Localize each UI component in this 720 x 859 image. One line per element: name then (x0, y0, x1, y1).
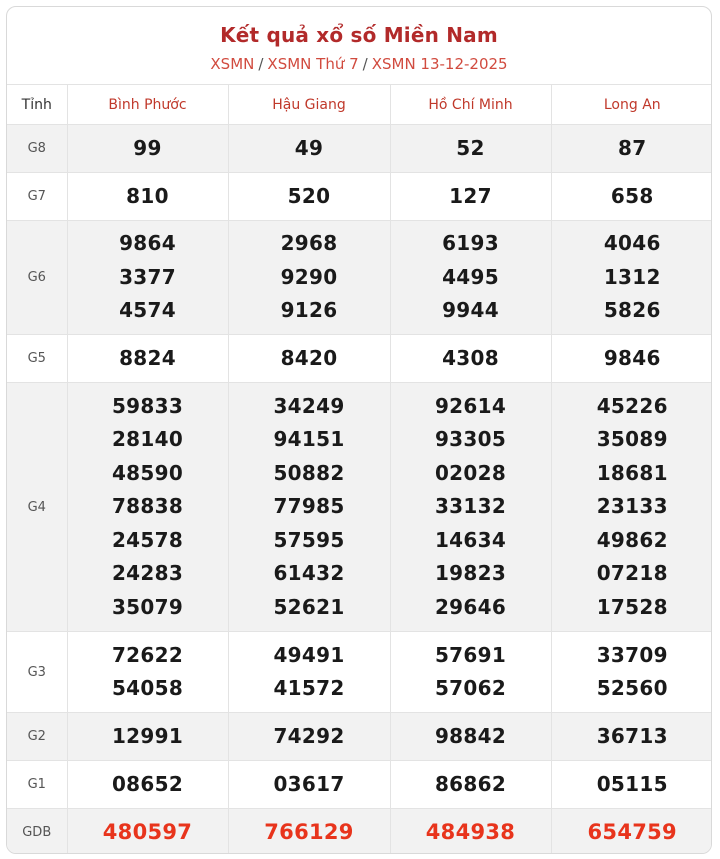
result-number: 03617 (273, 771, 345, 796)
result-number: 29646 (434, 594, 507, 619)
table-row (7, 761, 712, 809)
result-number: 810 (126, 183, 169, 208)
result-number: 12991 (111, 723, 184, 748)
province-header[interactable]: Long An (551, 85, 712, 125)
result-number: 87 (618, 135, 647, 160)
table-row (7, 221, 712, 335)
result-number: 8420 (280, 345, 338, 370)
result-cell (67, 173, 228, 221)
result-cell (551, 173, 712, 221)
result-cell (390, 173, 551, 221)
result-number: 24578 (111, 527, 184, 552)
result-number: 86862 (434, 771, 507, 796)
result-cell (551, 383, 712, 632)
result-cell (390, 809, 551, 855)
result-number: 24283 (111, 561, 184, 586)
results-header (7, 7, 711, 85)
results-table (7, 85, 712, 854)
result-number: 45226 (596, 393, 668, 418)
result-cell (390, 335, 551, 383)
page-title: Kết quả xổ số Miền Nam (220, 23, 498, 47)
special-prize-number: 484938 (425, 819, 516, 844)
results-card (6, 6, 712, 854)
prize-label: GDB (7, 809, 67, 855)
result-cell (551, 632, 712, 713)
province-header[interactable]: Hậu Giang (228, 85, 390, 125)
result-cell (228, 335, 390, 383)
result-number: 28140 (111, 427, 184, 452)
result-cell (228, 125, 390, 173)
result-cell (67, 125, 228, 173)
prize-label: G7 (7, 173, 67, 221)
table-row (7, 335, 712, 383)
result-number: 4495 (442, 264, 499, 289)
result-cell (228, 173, 390, 221)
result-number: 9846 (603, 345, 661, 370)
result-cell (67, 713, 228, 761)
result-number: 02028 (434, 460, 507, 485)
result-number: 49 (294, 135, 324, 160)
result-cell (390, 221, 551, 335)
province-column-label: Tỉnh (7, 85, 67, 125)
result-cell (228, 632, 390, 713)
result-number: 93305 (434, 427, 507, 452)
result-number: 4308 (442, 345, 499, 370)
result-cell (551, 713, 712, 761)
result-number: 6193 (442, 231, 499, 256)
result-number: 4574 (119, 298, 176, 323)
result-number: 57062 (434, 676, 507, 700)
table-row (7, 383, 712, 632)
result-number: 92614 (434, 393, 507, 418)
result-cell (390, 761, 551, 809)
table-row (7, 173, 712, 221)
result-number: 41572 (273, 676, 345, 700)
result-number: 49862 (596, 527, 668, 552)
special-prize-number: 654759 (587, 819, 677, 844)
result-number: 59833 (111, 393, 184, 418)
result-number: 52621 (273, 594, 345, 619)
prize-label: G4 (7, 383, 67, 632)
result-number: 57691 (434, 642, 507, 667)
result-number: 57595 (273, 527, 345, 552)
result-number: 9864 (119, 231, 176, 256)
result-number: 99 (133, 135, 162, 160)
result-cell (67, 809, 228, 855)
table-row (7, 125, 712, 173)
result-number: 52560 (596, 676, 668, 700)
prize-label: G1 (7, 761, 67, 809)
result-number: 14634 (434, 527, 507, 552)
result-number: 74292 (273, 723, 345, 748)
result-cell (390, 632, 551, 713)
result-number: 1312 (603, 264, 661, 289)
prize-label: G6 (7, 221, 67, 335)
result-cell (67, 221, 228, 335)
result-number: 61432 (273, 561, 345, 586)
results-body (7, 125, 712, 855)
result-number: 54058 (111, 676, 184, 700)
prize-label: G3 (7, 632, 67, 713)
prize-label: G2 (7, 713, 67, 761)
result-number: 4046 (603, 231, 661, 256)
province-header[interactable]: Hồ Chí Minh (390, 85, 551, 125)
result-number: 08652 (111, 771, 184, 796)
result-number: 17528 (596, 594, 668, 619)
result-number: 3377 (119, 264, 176, 289)
result-cell (551, 809, 712, 855)
result-cell (228, 809, 390, 855)
result-cell (228, 761, 390, 809)
result-cell (228, 221, 390, 335)
result-number: 34249 (273, 393, 345, 418)
breadcrumb-separator: / (258, 55, 264, 73)
result-cell (551, 761, 712, 809)
breadcrumb-separator: / (362, 55, 368, 73)
result-number: 07218 (596, 561, 668, 586)
result-number: 77985 (273, 494, 345, 519)
result-number: 52 (456, 135, 485, 160)
breadcrumb-link-xsmn-date[interactable]: XSMN 13-12-2025 (371, 55, 508, 73)
result-number: 72622 (111, 642, 184, 667)
result-number: 36713 (596, 723, 668, 748)
result-number: 48590 (111, 460, 184, 485)
result-cell (67, 761, 228, 809)
result-cell (67, 632, 228, 713)
result-number: 49491 (273, 642, 345, 667)
result-number: 33709 (596, 642, 668, 667)
result-number: 94151 (273, 427, 345, 452)
special-prize-number: 480597 (102, 819, 193, 844)
result-number: 9944 (442, 298, 499, 323)
result-number: 23133 (596, 494, 668, 519)
table-header-row (7, 85, 712, 125)
result-number: 9126 (280, 298, 338, 323)
result-number: 33132 (434, 494, 507, 519)
table-row (7, 809, 712, 855)
result-cell (67, 335, 228, 383)
result-cell (67, 383, 228, 632)
result-cell (228, 713, 390, 761)
result-number: 520 (287, 183, 331, 208)
result-cell (228, 383, 390, 632)
result-cell (551, 335, 712, 383)
result-number: 35089 (596, 427, 668, 452)
result-number: 05115 (596, 771, 668, 796)
result-number: 9290 (280, 264, 338, 289)
breadcrumb (7, 55, 711, 73)
result-number: 78838 (111, 494, 184, 519)
result-cell (390, 713, 551, 761)
result-number: 18681 (596, 460, 668, 485)
result-cell (551, 125, 712, 173)
result-cell (390, 125, 551, 173)
result-number: 19823 (434, 561, 507, 586)
result-number: 35079 (111, 594, 184, 619)
result-number: 127 (449, 183, 492, 208)
prize-label: G8 (7, 125, 67, 173)
breadcrumb-link-xsmn[interactable]: XSMN (210, 55, 255, 73)
result-number: 5826 (603, 298, 661, 323)
result-number: 50882 (273, 460, 345, 485)
result-number: 658 (610, 183, 654, 208)
result-number: 98842 (434, 723, 507, 748)
table-row (7, 713, 712, 761)
prize-label: G5 (7, 335, 67, 383)
table-row (7, 632, 712, 713)
province-header[interactable]: Bình Phước (67, 85, 228, 125)
result-cell (390, 383, 551, 632)
special-prize-number: 766129 (264, 819, 354, 844)
result-number: 2968 (280, 231, 338, 256)
result-cell (551, 221, 712, 335)
breadcrumb-link-xsmn-weekday[interactable]: XSMN Thứ 7 (267, 55, 359, 73)
result-number: 8824 (119, 345, 176, 370)
